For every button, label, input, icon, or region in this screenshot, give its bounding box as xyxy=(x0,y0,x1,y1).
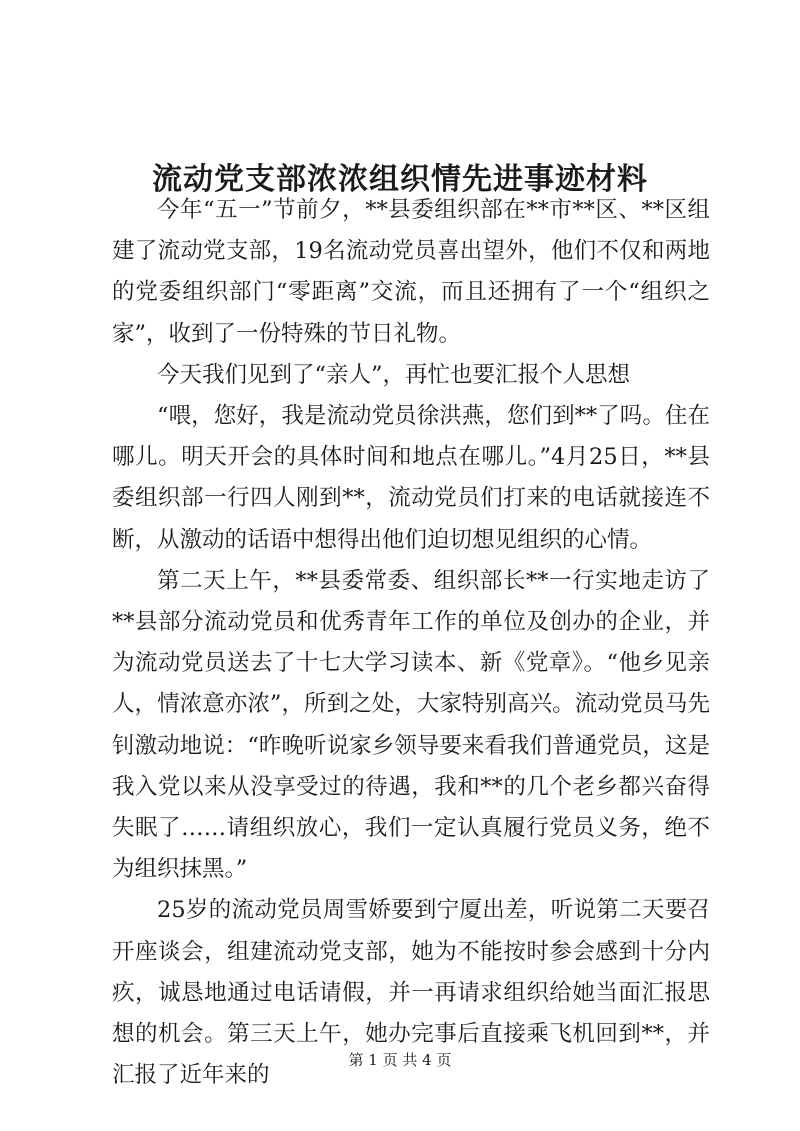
page-number-footer: 第 1 页 共 4 页 xyxy=(348,1051,452,1069)
document-title: 流动党支部浓浓组织情先进事迹材料 xyxy=(152,162,648,198)
paragraph: 今天我们见到了“亲人”，再忙也要汇报个人思想 xyxy=(157,361,631,388)
paragraph: 第二天上午，**县委常委、组织部长**一行实地走访了**县部分流动党员和优秀青年工作的单位及创办的企业，并为流动党员送去了十七大学习读本、新《党章》。“他乡见亲人，情浓意亦浓”，所到之处，大家特别高兴。流动党员马先钊激动地说：“昨晚听说家乡领导要来看我们普通党员，这是我入党以来从没享受过的待遇，我和**的几个老乡都兴奋得失眠了……请组织放心，我们一定认真履行党员义务，绝不为组织抹黑。” xyxy=(112,567,710,883)
paragraph: 25岁的流动党员周雪娇要到宁厦出差，听说第二天要召开座谈会，组建流动党支部，她为不能按时参会感到十分内疚，诚恳地通过电话请假，并一再请求组织给她当面汇报思想的机会。第三天上午，她办完事后直接乘飞机回到**，并汇报了近年来的 xyxy=(112,897,710,1089)
paragraph: “喂，您好，我是流动党员徐洪燕，您们到**了吗。住在哪儿。明天开会的具体时间和地点在哪儿。”4月25日，**县委组织部一行四人刚到**，流动党员们打来的电话就接连不断，从激动的话语中想得出他们迫切想见组织的心情。 xyxy=(112,403,710,553)
paragraph: 今年“五一”节前夕，**县委组织部在**市**区、**区组建了流动党支部，19名流动党员喜出望外，他们不仅和两地的党委组织部门“零距离”交流，而且还拥有了一个“组织之家”，收到了一份特殊的节日礼物。 xyxy=(112,197,710,347)
document-body xyxy=(112,190,710,1096)
